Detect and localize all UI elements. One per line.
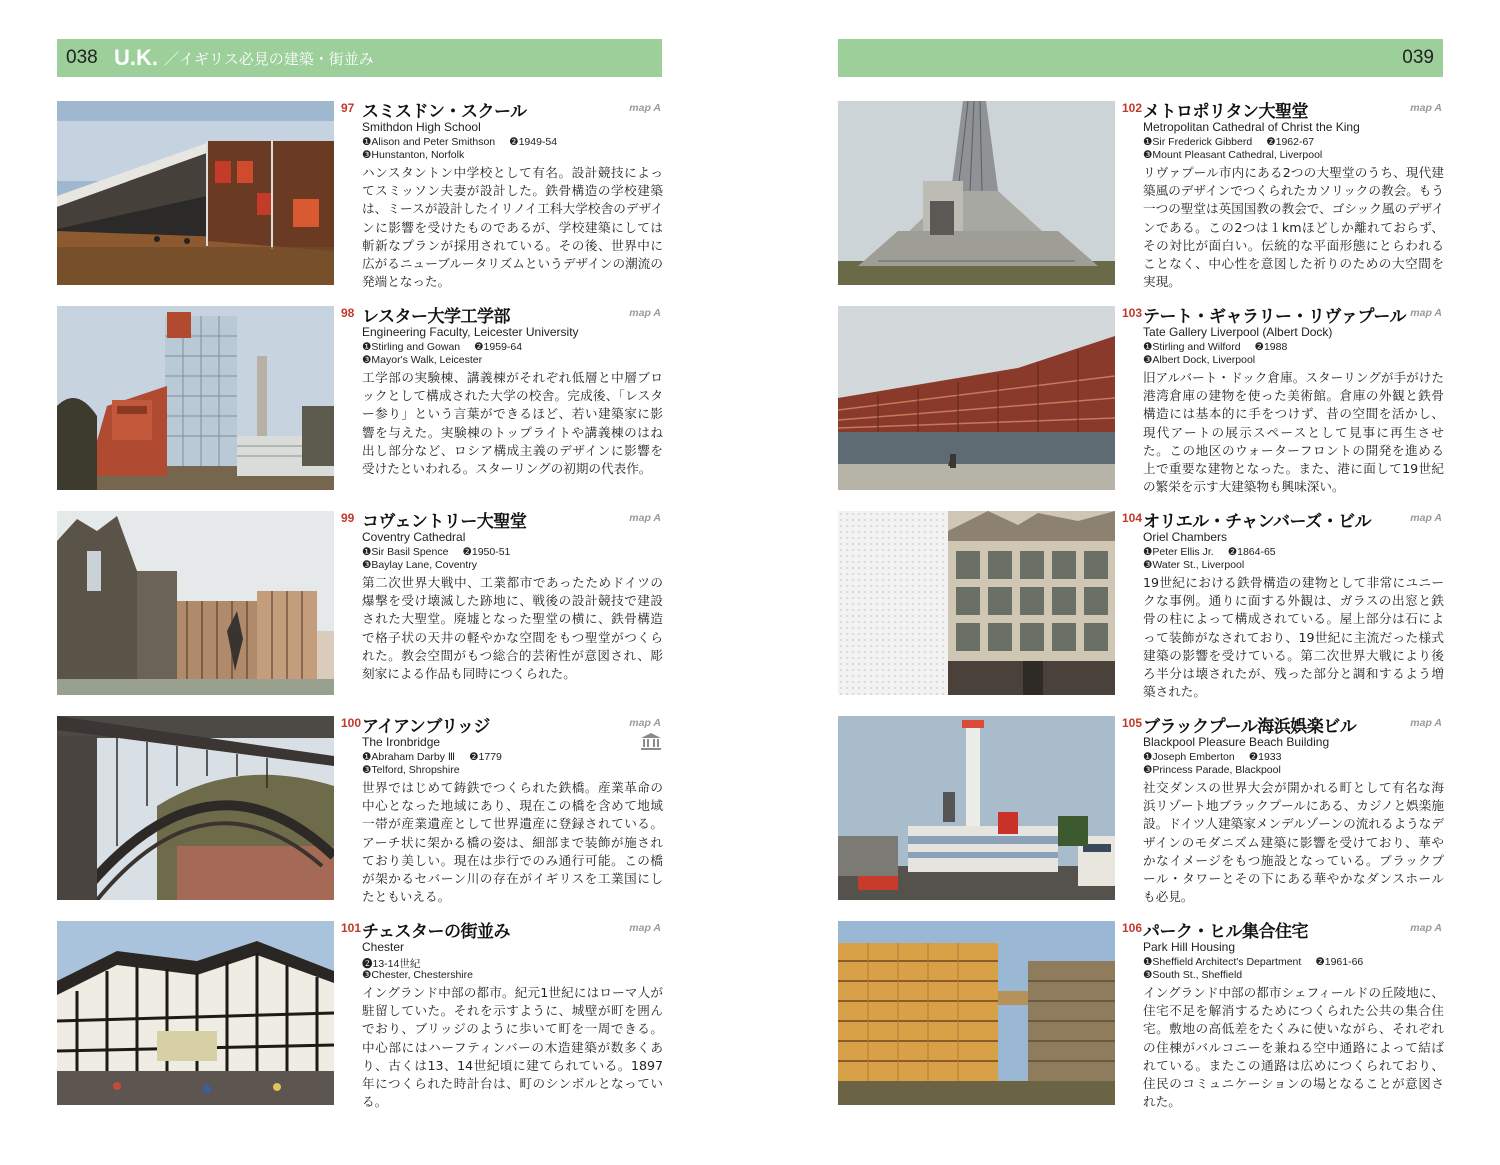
- right-page-header: [838, 39, 1443, 77]
- map-reference[interactable]: map A: [629, 717, 661, 729]
- entry-number: 100: [341, 716, 362, 730]
- architect: ❶Sir Basil Spence: [362, 546, 449, 558]
- english-name: Smithdon High School: [362, 120, 481, 134]
- architect-years: [1143, 956, 1363, 968]
- entry-number: 102: [1122, 101, 1143, 115]
- entry-number: 106: [1122, 921, 1143, 935]
- map-reference[interactable]: map A: [629, 512, 661, 524]
- architect-years: [362, 751, 502, 763]
- entry-number: 99: [341, 511, 355, 525]
- description: 旧アルバート・ドック倉庫。スターリングが手がけた港湾倉庫の建物を使った美術館。倉庫の外観と鉄骨構造には基本的に手をつけず、昔の空間を活かし、現代アートの展示スペースとして見事に再生させた。この地区のウォーターフロントの開発を進める上で重要な建物となった。また、港に面して19世紀の繁栄を示す大建築物も興味深い。: [1143, 370, 1444, 495]
- entry-title: ブラックプール海浜娯楽ビル: [1143, 717, 1357, 737]
- entry-106: [838, 921, 1444, 1110]
- entry-100: [57, 716, 663, 905]
- entry-105: [838, 716, 1444, 905]
- map-reference[interactable]: map A: [1410, 102, 1442, 114]
- country-code: U.K.: [114, 45, 158, 70]
- architect: ❶Stirling and Gowan: [362, 341, 461, 353]
- architect: ❶Joseph Emberton: [1143, 751, 1235, 763]
- entry-number: 103: [1122, 306, 1143, 320]
- years: ❷1949-54: [509, 136, 558, 148]
- years: ❷1864-65: [1227, 546, 1276, 558]
- architect-years: [362, 546, 510, 558]
- architect: ❶Peter Ellis Jr.: [1143, 546, 1214, 558]
- entry-photo: [838, 511, 1115, 695]
- map-reference[interactable]: map A: [1410, 307, 1442, 319]
- years: ❷1779: [469, 751, 502, 763]
- map-reference[interactable]: map A: [1410, 512, 1442, 524]
- english-name: Oriel Chambers: [1143, 530, 1228, 544]
- entry-title: スミスドン・スクール: [362, 102, 527, 122]
- entry-98: [57, 306, 662, 491]
- entry-photo: [57, 511, 334, 695]
- years: ❷1950-51: [462, 546, 511, 558]
- entry-photo: [57, 716, 334, 900]
- description: リヴァプール市内にある2つの大聖堂のうち、現代建築風のデザインでつくられたカソリックの教会。もう一つの聖堂は英国国教の教会で、ゴシック風のデザインである。この2つは１kmほどしか離れておらず、その対比が面白い。伝統的な平面形態にとらわれることなく、中心性を意図した祈りのための大空間を実現。: [1143, 165, 1444, 290]
- location: ❸South St., Sheffield: [1143, 969, 1243, 981]
- map-reference[interactable]: map A: [629, 307, 661, 319]
- entry-title: パーク・ヒル集合住宅: [1143, 922, 1308, 942]
- entry-number: 104: [1122, 511, 1143, 525]
- entry-104: [838, 511, 1444, 700]
- years: ❷1961-66: [1315, 956, 1364, 968]
- english-name: Chester: [362, 940, 405, 954]
- english-name: Engineering Faculty, Leicester University: [362, 325, 579, 339]
- entry-photo: [838, 306, 1115, 490]
- map-reference[interactable]: map A: [1410, 922, 1442, 934]
- architect-years: [1143, 751, 1282, 763]
- location: ❸Water St., Liverpool: [1143, 559, 1245, 571]
- unesco-icon: [641, 733, 661, 750]
- architect-years: [362, 341, 522, 353]
- entry-photo: [838, 921, 1115, 1105]
- entry-title: アイアンブリッジ: [362, 717, 490, 737]
- years: ❷1988: [1254, 341, 1288, 353]
- map-reference[interactable]: map A: [1410, 717, 1442, 729]
- architect: ❶Alison and Peter Smithson: [362, 136, 496, 148]
- map-reference[interactable]: map A: [629, 102, 661, 114]
- architect: ❶Sheffield Architect's Department: [1143, 956, 1302, 968]
- english-name: Metropolitan Cathedral of Christ the King: [1143, 120, 1360, 134]
- description: 社交ダンスの世界大会が開かれる町として有名な海浜リゾート地ブラックプールにある、カジノと娯楽施設。ドイツ人建築家メンデルゾーンの流れるようなデザインのモダニズム建築に影響を受けており、華やかなイメージをもつ施設となっている。ブラックプール・タワーとその下にある華やかなダンスホールも必見。: [1143, 780, 1444, 905]
- entry-97: [57, 101, 663, 290]
- architect-years: [1143, 341, 1287, 353]
- location: ❸Mayor's Walk, Leicester: [362, 354, 483, 366]
- entry-title: メトロポリタン大聖堂: [1143, 102, 1308, 122]
- location: ❸Baylay Lane, Coventry: [362, 559, 478, 571]
- architect-years: [1143, 546, 1276, 558]
- architect: ❶Abraham Darby Ⅲ: [362, 751, 456, 763]
- entry-title: オリエル・チャンバーズ・ビル: [1143, 512, 1372, 532]
- map-reference[interactable]: map A: [629, 922, 661, 934]
- description: イングランド中部の都市。紀元1世紀にはローマ人が駐留していた。それを示すように、城壁が町を囲んでおり、ブリッジのように歩いて町を一周できる。中心部にはハーフティンバーの木造建築が数多くあり、古くは13、14世紀頃に建てられている。1897年につくられた時計台は、町のシンボルとなっている。: [362, 985, 663, 1110]
- location: ❸Albert Dock, Liverpool: [1143, 354, 1256, 366]
- years: ❷1962-67: [1266, 136, 1315, 148]
- english-name: Park Hill Housing: [1143, 940, 1236, 954]
- location: ❸Princess Parade, Blackpool: [1143, 764, 1281, 776]
- description: 工学部の実験棟、講義棟がそれぞれ低層と中層ブロックとして構成された大学の校舎。完成後、「レスター参り」という言葉ができるほど、若い建築家に影響を与えた。実験棟のトップライトや講義棟のはね出し部分など、ロシア構成主義のデザインに影響を受けたといわれる。スターリングの初期の代表作。: [362, 370, 663, 477]
- left-page-header: [57, 39, 662, 77]
- entry-title: チェスターの街並み: [362, 922, 510, 942]
- entry-number: 97: [341, 101, 355, 115]
- architect: ❶Sir Frederick Gibberd: [1143, 136, 1253, 148]
- description: 19世紀における鉄骨構造の建物として非常にユニークな事例。通りに面する外観は、ガラスの出窓と鉄骨の柱によって構成されている。屋上部分は石によって装飾がなされており、19世紀に主流だった様式建築の影響を受けている。第二次世界大戦により後ろ半分は壊されたが、残った部分と調和するよう増築された。: [1143, 575, 1444, 700]
- entry-99: [57, 511, 662, 696]
- entry-title: レスター大学工学部: [362, 307, 510, 327]
- entry-title: コヴェントリー大聖堂: [362, 512, 527, 532]
- years: ❷13-14世紀: [362, 958, 421, 970]
- architect-years: [362, 136, 557, 148]
- entry-photo: [838, 101, 1115, 285]
- page-number: 038: [66, 47, 98, 68]
- entry-photo: [57, 306, 334, 490]
- entry-number: 98: [341, 306, 355, 320]
- location: ❸Hunstanton, Norfolk: [362, 149, 465, 161]
- entry-101: [57, 921, 663, 1110]
- years: ❷1933: [1248, 751, 1282, 763]
- english-name: Blackpool Pleasure Beach Building: [1143, 735, 1330, 749]
- entry-photo: [838, 716, 1115, 900]
- english-name: Tate Gallery Liverpool (Albert Dock): [1143, 325, 1333, 339]
- entry-102: [838, 101, 1444, 290]
- section-title: ／イギリス必見の建築・街並み: [164, 50, 374, 68]
- description: イングランド中部の都市シェフィールドの丘陵地に、住宅不足を解消するためにつくられた公共の集合住宅。敷地の高低差をたくみに使いながら、それぞれの住棟がバルコニーを兼ねる空中通路によって結ばれている。またこの通路は広めにつくられており、住民のコミュニケーションの場となることが意図された。: [1143, 985, 1444, 1110]
- description: ハンスタントン中学校として有名。設計競技によってスミッソン夫妻が設計した。鉄骨構造の学校建築は、ミースが設計したイリノイ工科大学校舎のデザインに影響を受けたものであるが、学校建築にしては斬新なプランが採用されている。その後、世界中に広がるニューブルータリズムというデザインの潮流の発端となった。: [362, 165, 663, 290]
- location: ❸Telford, Shropshire: [362, 764, 460, 776]
- entry-103: [838, 306, 1444, 495]
- architect: ❶Stirling and Wilford: [1143, 341, 1241, 353]
- description: 第二次世界大戦中、工業都市であったためドイツの爆撃を受け壊滅した跡地に、戦後の設計競技で建設された大聖堂。廃墟となった聖堂の横に、鉄骨構造で格子状の天井の軽やかな空間をもつ聖堂がつくられた。教会空間がもつ総合的芸術性が意図され、彫刻家による作品も同時につくられた。: [362, 575, 663, 682]
- entry-number: 105: [1122, 716, 1143, 730]
- entry-photo: [57, 101, 334, 285]
- years: ❷1959-64: [474, 341, 523, 353]
- location: ❸Chester, Chestershire: [362, 969, 473, 981]
- entry-number: 101: [341, 921, 362, 935]
- page-number: 039: [1402, 47, 1434, 68]
- description: 世界ではじめて鋳鉄でつくられた鉄橋。産業革命の中心となった地域にあり、現在この橋を含めて地域一帯が産業遺産として世界遺産に登録されている。アーチ状に架かる橋の姿は、細部まで装飾が施されており美しい。現在は歩行でのみ通行可能。この橋が架かるセバーン川の存在がイギリスを工業国にしたともいえる。: [362, 780, 663, 905]
- english-name: Coventry Cathedral: [362, 530, 466, 544]
- location: ❸Mount Pleasant Cathedral, Liverpool: [1143, 149, 1323, 161]
- english-name: The Ironbridge: [362, 735, 441, 749]
- entry-title: テート・ギャラリー・リヴァプール: [1143, 307, 1406, 327]
- architect-years: [1143, 136, 1314, 148]
- entry-photo: [57, 921, 334, 1105]
